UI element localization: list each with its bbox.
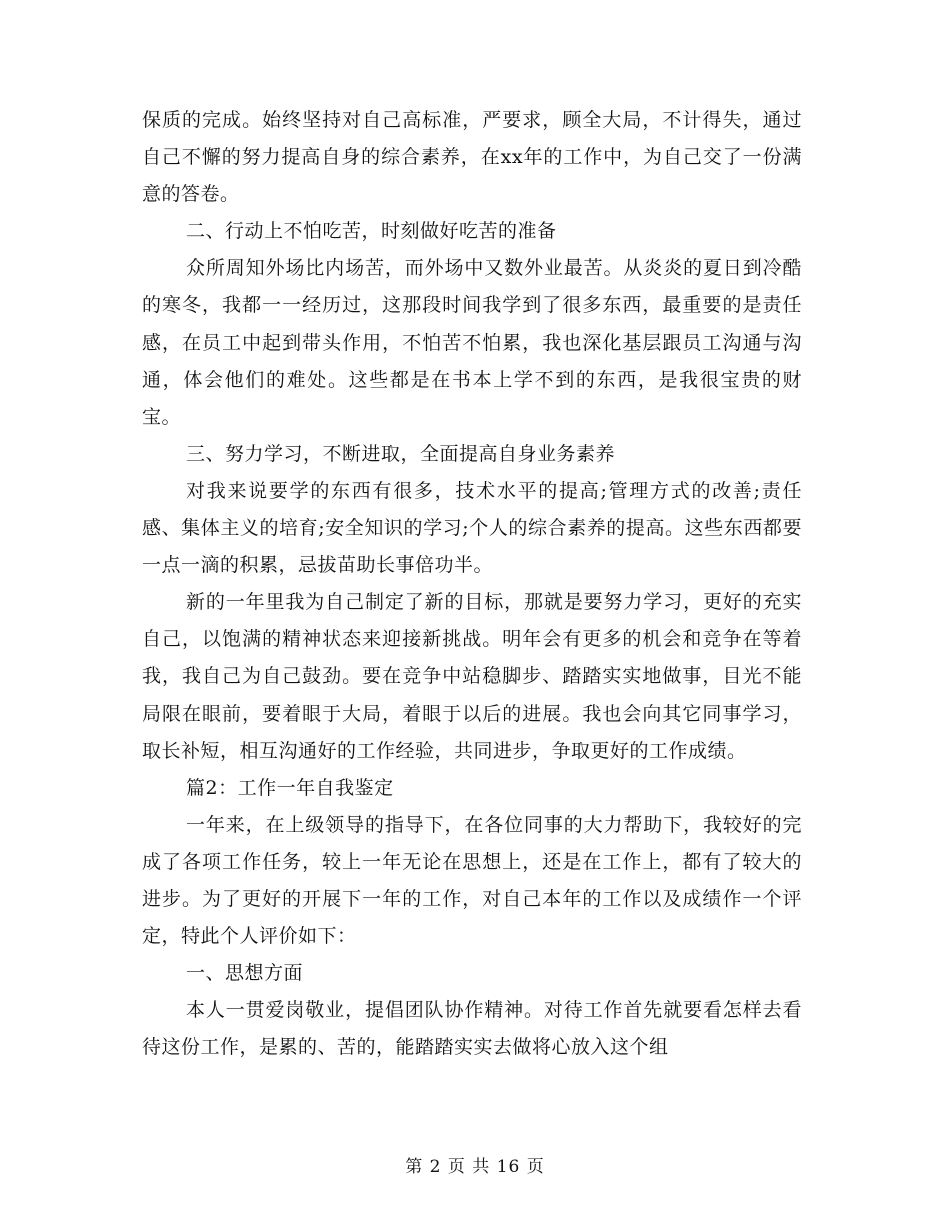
paragraph: 众所周知外场比内场苦，而外场中又数外业最苦。从炎炎的夏日到冷酷的寒冬，我都一一经历过，这那段时间我学到了很多东西，最重要的是责任感，在员工中起到带头作用，不怕苦不怕累，我也深化基层跟员工沟通与沟通，体会他们的难处。这些都是在书本上学不到的东西，是我很宝贵的财宝。 xyxy=(142,257,802,428)
paragraph: 本人一贯爱岗敬业，提倡团队协作精神。对待工作首先就要看怎样去看待这份工作，是累的、苦的，能踏踏实实去做将心放入这个组 xyxy=(142,999,802,1059)
article-heading: 篇2：工作一年自我鉴定 xyxy=(186,776,394,799)
section-heading-2: 二、行动上不怕吃苦，时刻做好吃苦的准备 xyxy=(186,220,557,243)
paragraph: 对我来说要学的东西有很多，技术水平的提高;管理方式的改善;责任感、集体主义的培育;安全知识的学习;个人的综合素养的提高。这些东西都要一点一滴的积累，忌拔苗助长事倍功半。 xyxy=(142,479,802,577)
paragraph: 新的一年里我为自己制定了新的目标，那就是要努力学习，更好的充实自己，以饱满的精神状态来迎接新挑战。明年会有更多的机会和竞争在等着我，我自己为自己鼓劲。要在竞争中站稳脚步、踏踏实实地做事，目光不能局限在眼前，要着眼于大局，着眼于以后的进展。我也会向其它同事学习，取长补短，相互沟通好的工作经验，共同进步，争取更好的工作成绩。 xyxy=(142,591,802,762)
paragraph: 一年来，在上级领导的指导下，在各位同事的大力帮助下，我较好的完成了各项工作任务，较上一年无论在思想上，还是在工作上，都有了较大的进步。为了更好的开展下一年的工作，对自己本年的工作以及成绩作一个评定，特此个人评价如下： xyxy=(142,813,802,948)
paragraph-continuation: 保质的完成。始终坚持对自己高标准，严要求，顾全大局，不计得失，通过自己不懈的努力提高自身的综合素养，在xx年的工作中，为自己交了一份满意的答卷。 xyxy=(142,109,802,206)
section-heading-1: 一、思想方面 xyxy=(186,962,304,985)
page-number-footer: 第 2 页 共 16 页 xyxy=(405,1157,545,1177)
section-heading-3: 三、努力学习，不断进取，全面提高自身业务素养 xyxy=(186,442,616,465)
document-body xyxy=(142,102,802,1066)
